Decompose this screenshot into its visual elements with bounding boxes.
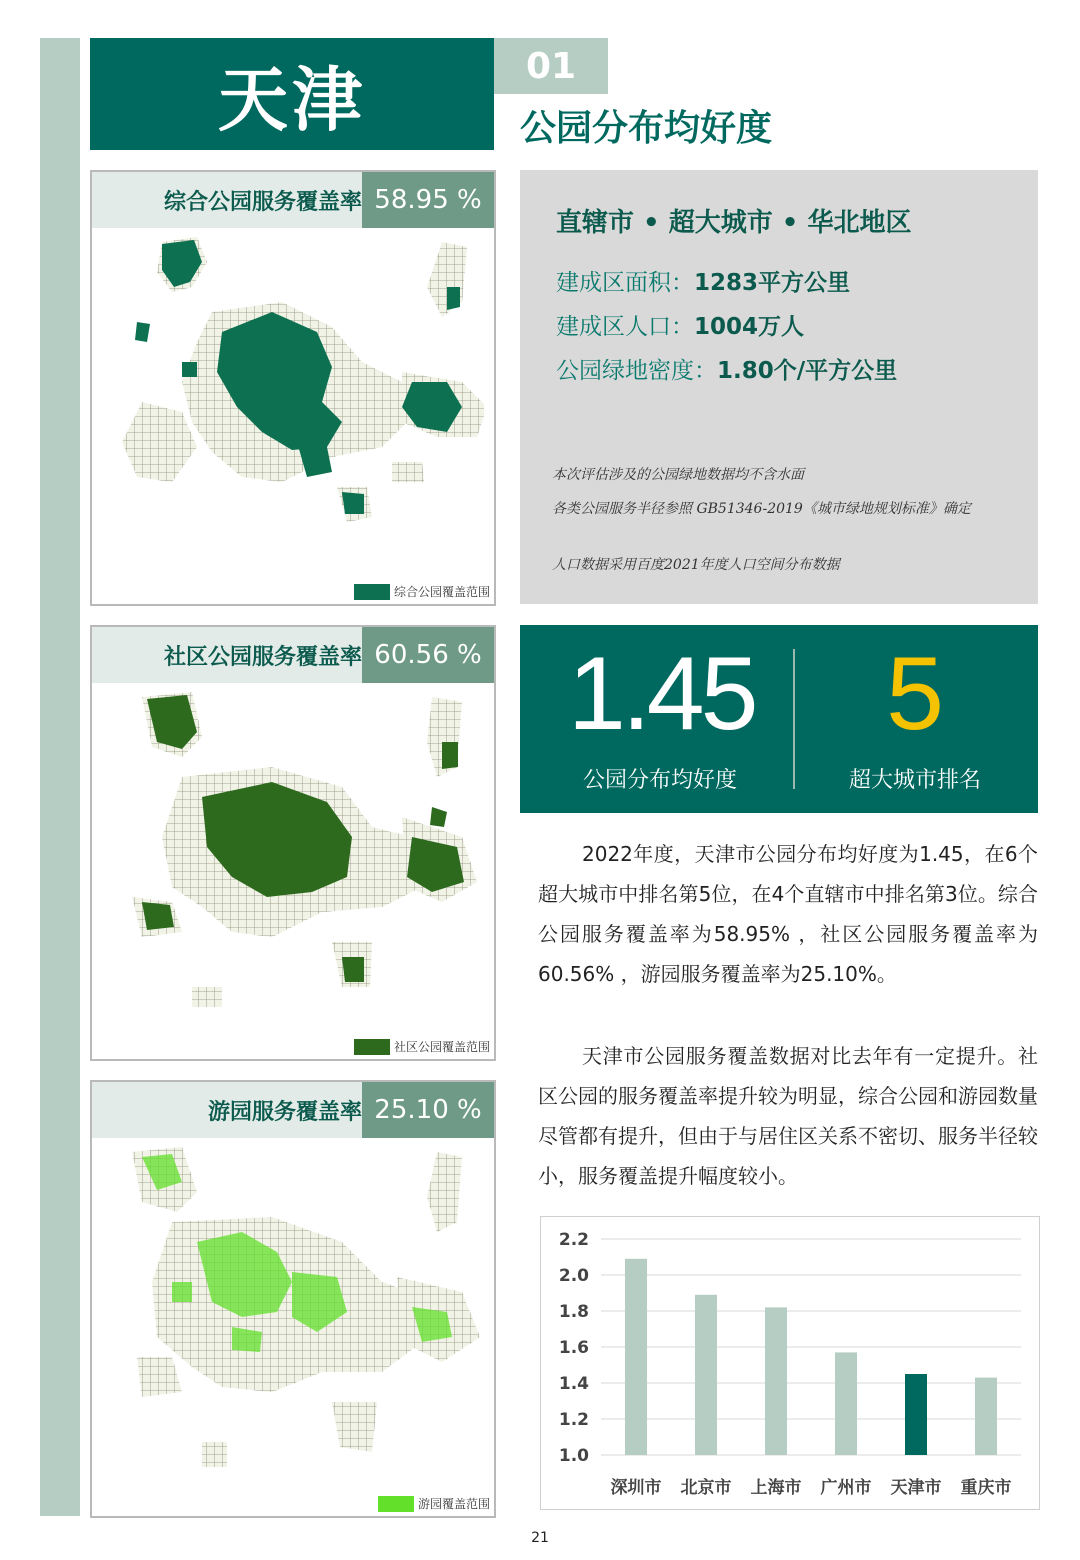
section-number: 01 (525, 45, 577, 87)
map-legend (378, 1495, 490, 1512)
coverage-map (102, 1142, 484, 1502)
paragraph-1: 2022年度，天津市公园分布均好度为1.45，在6个超大城市中排名第5位，在4个直辖市中排名第3位。综合公园服务覆盖率为58.95% ，社区公园服务覆盖率为60.56% ，游园服务覆盖率为25.10%。 (538, 842, 1038, 986)
megacity-rank-label: 超大城市排名 (848, 768, 981, 793)
bar (765, 1307, 787, 1455)
coverage-map (102, 687, 484, 1047)
area-line (556, 264, 850, 297)
density-label: 公园绿地密度： (556, 358, 717, 384)
legend-swatch (354, 1039, 390, 1055)
community-park-map-panel (90, 625, 496, 1061)
legend-label: 综合公园覆盖范围 (393, 585, 490, 599)
area-value: 1283平方公里 (694, 270, 851, 296)
x-category-label: 深圳市 (610, 1478, 662, 1498)
panel-value: 58.95 % (362, 172, 494, 228)
coverage-map (102, 232, 484, 592)
x-category-label: 天津市 (890, 1478, 942, 1498)
y-tick-label: 1.8 (558, 1302, 589, 1322)
metric-box (520, 625, 1038, 813)
y-tick-label: 2.0 (558, 1266, 589, 1286)
pocket-park-map-panel (90, 1080, 496, 1518)
map-legend (354, 583, 490, 600)
side-accent-bar (40, 38, 80, 1516)
population-line (556, 308, 804, 341)
panel-label: 社区公园服务覆盖率 (163, 644, 362, 670)
bar (695, 1295, 717, 1455)
y-tick-label: 1.4 (558, 1374, 589, 1394)
y-tick-label: 1.6 (558, 1338, 589, 1358)
density-value: 1.80个/平方公里 (717, 358, 898, 384)
note-3: 人口数据采用百度2021年度人口空间分布数据 (552, 557, 840, 573)
x-category-label: 上海市 (750, 1478, 802, 1498)
bar-chart-svg (541, 1217, 1039, 1509)
panel-value: 60.56 % (362, 627, 494, 683)
x-category-label: 广州市 (820, 1478, 872, 1498)
legend-swatch (354, 584, 390, 600)
evenness-score: 1.45 (568, 636, 755, 752)
city-title: 天津 (218, 58, 366, 141)
megacity-rank: 5 (886, 636, 944, 752)
x-category-label: 北京市 (680, 1478, 732, 1498)
population-label: 建成区人口： (556, 314, 694, 340)
page-number: 21 (531, 1530, 549, 1546)
comprehensive-park-map-panel (90, 170, 496, 606)
paragraph-2: 天津市公园服务覆盖数据对比去年有一定提升。社区公园的服务覆盖率提升较为明显，综合公园和游园数量尽管都有提升，但由于与居住区关系不密切、服务半径较小，服务覆盖提升幅度较小。 (538, 1044, 1038, 1188)
panel-value: 25.10 % (362, 1082, 494, 1138)
note-1: 本次评估涉及的公园绿地数据均不含水面 (552, 467, 804, 483)
y-tick-label: 1.2 (558, 1410, 589, 1430)
area-label: 建成区面积： (556, 270, 694, 296)
city-info-box (520, 170, 1038, 604)
x-category-label: 重庆市 (960, 1478, 1012, 1498)
bar (835, 1352, 857, 1455)
metric-divider (793, 649, 795, 789)
y-tick-label: 1.0 (558, 1446, 589, 1466)
section-number-block (494, 38, 608, 94)
bar (975, 1378, 997, 1455)
panel-label: 综合公园服务覆盖率 (163, 189, 362, 215)
bar (905, 1374, 927, 1455)
density-line (556, 352, 897, 385)
ranking-chart (540, 1216, 1040, 1510)
y-tick-label: 2.2 (558, 1230, 589, 1250)
section-title: 公园分布均好度 (520, 108, 773, 149)
population-value: 1004万人 (694, 314, 805, 340)
legend-swatch (378, 1496, 414, 1512)
panel-label: 游园服务覆盖率 (207, 1099, 362, 1125)
evenness-score-label: 公园分布均好度 (582, 768, 737, 793)
note-2: 各类公园服务半径参照 GB51346-2019《城市绿地规划标准》确定 (552, 501, 971, 517)
city-title-block (90, 38, 494, 150)
legend-label: 游园覆盖范围 (417, 1497, 490, 1511)
map-legend (354, 1038, 490, 1055)
info-heading: 直辖市 • 超大城市 • 华北地区 (556, 208, 912, 238)
bar (625, 1259, 647, 1455)
legend-label: 社区公园覆盖范围 (393, 1040, 490, 1054)
